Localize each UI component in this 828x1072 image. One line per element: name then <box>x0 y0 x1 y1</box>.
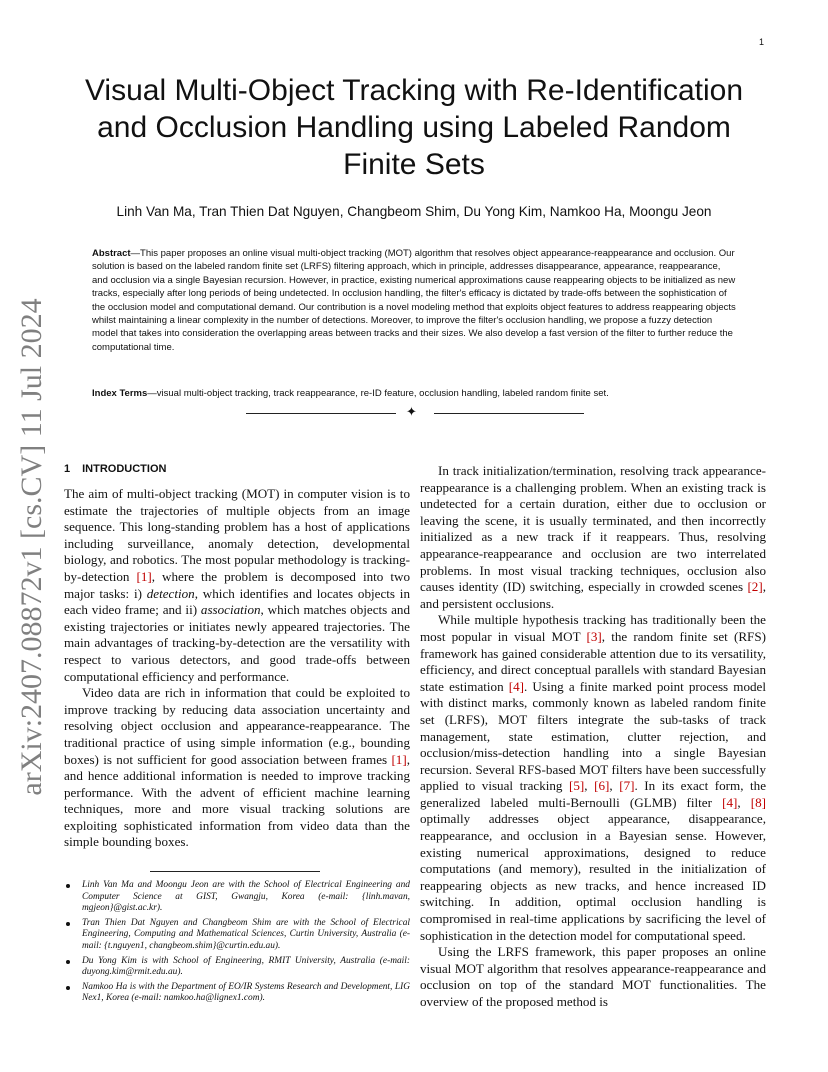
text-run: The aim of multi-object tracking (MOT) in computer vision is to estimate the trajectories of multiple objects from an image sequence. This long-standing problem has a host of applications including surveillance, anomaly detection, developmental biology, and robotics. The most popular methodology is tracking-by-detection <box>64 486 410 584</box>
text-run: , <box>609 778 620 794</box>
citation-link[interactable]: [1] <box>136 568 152 584</box>
left-column <box>64 462 410 851</box>
intro-paragraph-3 <box>420 463 766 612</box>
text-run: . Using a finite marked point process model with distinct marks, commonly known as labeled random finite set (LRFS), MOT filters integrate the sub-tasks of track management, state estimation, clutter rejection, and occlusion/miss-detection handling into a single Bayesian recursion. Several RFS-based MOT filters have been successfully applied to visual tracking <box>420 678 766 794</box>
intro-paragraph-4 <box>420 612 766 944</box>
citation-link[interactable]: [8] <box>750 794 767 810</box>
page-number: 1 <box>758 37 764 47</box>
text-run: , <box>584 778 595 794</box>
footnote-item: Namkoo Ha is with the Department of EO/IR Systems Research and Development, LIG Nex1, Korea (e-mail: namkoo.ha@lignex1.com). <box>64 982 410 1005</box>
text-run: , and persistent occlusions. <box>420 579 766 611</box>
citation-link[interactable]: [7] <box>619 778 635 794</box>
citation-link[interactable]: [4] <box>722 794 738 810</box>
arxiv-stamp: arXiv:2407.08872v1 [cs.CV] 11 Jul 2024 <box>15 298 48 796</box>
divider-star-icon: ✦ <box>406 405 417 420</box>
text-run: optimally addresses object appearance, disappearance, reappearance, and occlusion in a Bayesian sense. However, existing numerical approximations, designed to reduce computations (and memory), resulted in the initialization of reappearing objects as new tracks, and hence increased ID switching. In addition, optimal occlusion handling is compromised in real-time applications by sacrificing the level of sophistication in the detection model for computational speed. <box>420 811 766 943</box>
text-run: While multiple hypothesis tracking has traditionally been the most popular in visual MOT <box>420 612 766 644</box>
footnote-item: Tran Thien Dat Nguyen and Changbeom Shim are with the School of Electrical Engineering, Computing and Mathematical Sciences, Curtin University, Australia (e-mail: {t.nguyen1, changbeom.shim}@curtin.edu.au). <box>64 918 410 953</box>
intro-paragraph-5: Using the LRFS framework, this paper proposes an online visual MOT algorithm that resolves appearance-reappearance and occlusion on top of the standard MOT functionalities. The overview of the proposed method is <box>420 944 766 1009</box>
text-run: , and hence additional information is needed to improve tracking performance. With the advent of efficient machine learning techniques, more and more visual tracking solutions are exploiting sophisticated information from video data than the simple bounding boxes. <box>64 751 410 850</box>
intro-paragraph-2 <box>64 685 410 851</box>
abstract <box>92 247 738 354</box>
emphasis-detection: detection <box>146 585 195 601</box>
index-terms-text: —visual multi-object tracking, track reappearance, re-ID feature, occlusion handling, labeled random finite set. <box>147 388 609 399</box>
text-run: , the random finite set (RFS) framework has gained considerable attention due to its versatility, efficiency, and direct conceptual parallels with standard Bayesian state estimation <box>420 628 766 694</box>
citation-link[interactable]: [5] <box>569 778 585 794</box>
text-run: , which identifies and locates objects in each video frame; and ii) <box>64 585 410 618</box>
citation-link[interactable]: [6] <box>594 778 610 794</box>
emphasis-association: association <box>200 602 261 618</box>
section-heading <box>64 462 410 476</box>
text-run: , which matches objects and existing trajectories or initiates newly appeared trajectories. The main advantages of tracking-by-detection are the versatility with respect to various detectors, and good trade-offs between computational efficiency and performance. <box>64 602 410 684</box>
footnote-item: Linh Van Ma and Moongu Jeon are with the School of Electrical Engineering and Computer Science at GIST, Gwangju, Korea (e-mail: {linh.mavan, mgjeon}@gist.ac.kr). <box>64 880 410 915</box>
footnote-item: Du Yong Kim is with School of Engineering, RMIT University, Australia (e-mail: duyong.kim@rmit.edu.au). <box>64 956 410 979</box>
intro-paragraph-1 <box>64 486 410 685</box>
citation-link[interactable]: [4] <box>508 678 525 694</box>
paper-title: Visual Multi-Object Tracking with Re-Identification and Occlusion Handling using Labeled Random Finite Sets <box>84 74 744 181</box>
text-run: In track initialization/termination, resolving track appearance-reappearance is a challenging problem. When an existing track is undetected for a certain duration, either due to occlusion or leaving the scene, it is usually terminated, and then incorrectly initialized as a new track if it reappears. Thus, resolving appearance-reappearance and occlusion are two interrelated problems. In most visual tracking techniques, occlusion also causes identity (ID) switching, especially in crowded scenes <box>420 463 766 595</box>
section-title: INTRODUCTION <box>82 463 167 475</box>
abstract-text: —This paper proposes an online visual multi-object tracking (MOT) algorithm that resolves object appearance-reappearance and occlusion. Our solution is based on the labeled random finite set (LRFS) filtering approach, which in principle, addresses disappearance, appearance, reappearance, and occlusion via a single Bayesian recursion. However, in practice, existing numerical approximations cause reappearing objects to be initialized as new tracks, especially after long periods of being undetected. In occlusion handling, the filter's efficacy is dictated by trade-offs between the sophistication of the occlusion model and computational demand. Our contribution is a novel modeling method that exploits object features to address reappearing objects whilst maintaining a linear complexity in the number of detections. Moreover, to improve the filter's occlusion handling, we propose a fuzzy detection model that takes into consideration the overlapping areas between tracks and their sizes. We also develop a fast version of the filter to further reduce the computational time. <box>92 248 736 353</box>
divider-line-right <box>434 413 584 414</box>
text-run: , <box>737 794 751 810</box>
divider-line-left <box>246 413 396 414</box>
text-run: . In its exact form, the generalized labeled multi-Bernoulli (GLMB) filter <box>420 778 767 810</box>
text-run: , where the problem is decomposed into two major tasks: i) <box>64 568 410 601</box>
footnote-rule <box>150 871 320 872</box>
index-terms-label: Index Terms <box>92 388 148 399</box>
citation-link[interactable]: [1] <box>391 751 407 767</box>
section-divider <box>246 406 584 420</box>
citation-link[interactable]: [2] <box>747 579 763 595</box>
author-list: Linh Van Ma, Tran Thien Dat Nguyen, Changbeom Shim, Du Yong Kim, Namkoo Ha, Moongu Jeon <box>116 204 712 219</box>
citation-link[interactable]: [3] <box>586 628 602 644</box>
right-column <box>420 463 766 1011</box>
abstract-label: Abstract <box>92 248 131 259</box>
index-terms <box>92 387 738 400</box>
section-number: 1 <box>64 463 71 475</box>
author-footnotes <box>64 880 410 1008</box>
text-run: Video data are rich in information that could be exploited to improve tracking by reducing data association uncertainty and resolving object occlusion and appearance-reappearance. The traditional practice of using simple information (e.g., bounding boxes) is not sufficient for good association between frames <box>64 685 410 767</box>
